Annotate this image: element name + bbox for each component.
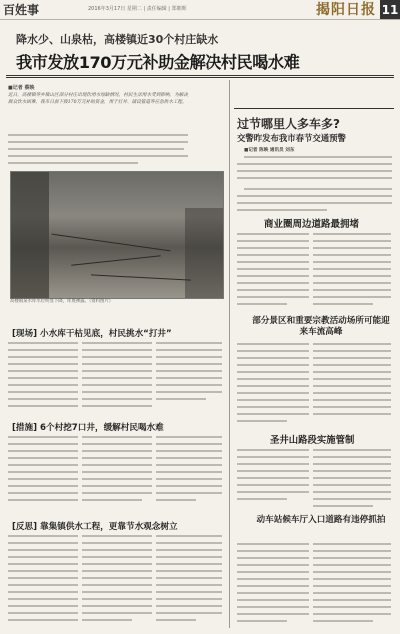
- teaser-subtitle: 交警昨发布我市春节交通预警: [237, 133, 346, 143]
- reservoir-photo: [10, 171, 224, 299]
- story-kicker: 降水少、山泉枯，高楼镇近30个村庄缺水: [16, 33, 219, 46]
- story-headline[interactable]: 我市发放170万元补助金解决村民喝水难: [16, 53, 300, 72]
- story-lead: 近日，高楼镇等乡镇山区部分村庄出现饮用水短缺情况，村民生活用水受到影响。为解决群众饮水困难，我市日前下拨170万元补助资金，用于打井、铺设管道等应急供水工程。: [8, 93, 188, 105]
- section-title: 靠集镇供水工程，更靠节水观念树立: [40, 522, 178, 532]
- divider: [234, 108, 394, 109]
- section-title: 小水库干枯见底，村民挑水“打井”: [40, 329, 172, 339]
- section-name: 百姓事: [3, 3, 40, 17]
- column-divider: [229, 80, 230, 628]
- subhead-reflection: [12, 520, 178, 532]
- subhead-commercial-roads: 商业圈周边道路最拥堵: [264, 219, 360, 230]
- divider: [6, 75, 394, 76]
- section-tag: [反思]: [12, 522, 38, 532]
- date-line: 2016年3月17日 星期二 | 责任编辑 | 郑朝晖: [88, 6, 187, 12]
- subhead-measures: [12, 421, 164, 433]
- subhead-scenic-spots: 部分景区和重要宗教活动场所可能迎来车流高峰: [252, 316, 390, 337]
- teaser-title[interactable]: 过节哪里人多车多?: [237, 117, 340, 131]
- page-number: 11: [380, 0, 400, 19]
- subhead-shengjingshan: 圣井山路段实施管制: [270, 435, 355, 446]
- section-tag: [措施]: [12, 423, 38, 433]
- newspaper-logo: 揭阳日报: [316, 1, 376, 18]
- subhead-railway-station: 动车站候车厅入口道路有违停抓拍: [256, 515, 386, 525]
- section-tag: [现场]: [12, 329, 38, 339]
- photo-caption: 高楼镇某水库水位明显下降，库底裸露。（资料图片）: [10, 299, 114, 304]
- story-byline: ■记者 蔡映: [8, 85, 35, 91]
- subhead-scene: [12, 327, 172, 339]
- divider: [6, 77, 394, 78]
- masthead: [0, 0, 400, 20]
- teaser-byline: ■记者 陈映 通讯员 刘东: [244, 148, 295, 153]
- section-title: 6个村挖7口井，缓解村民喝水难: [40, 423, 164, 433]
